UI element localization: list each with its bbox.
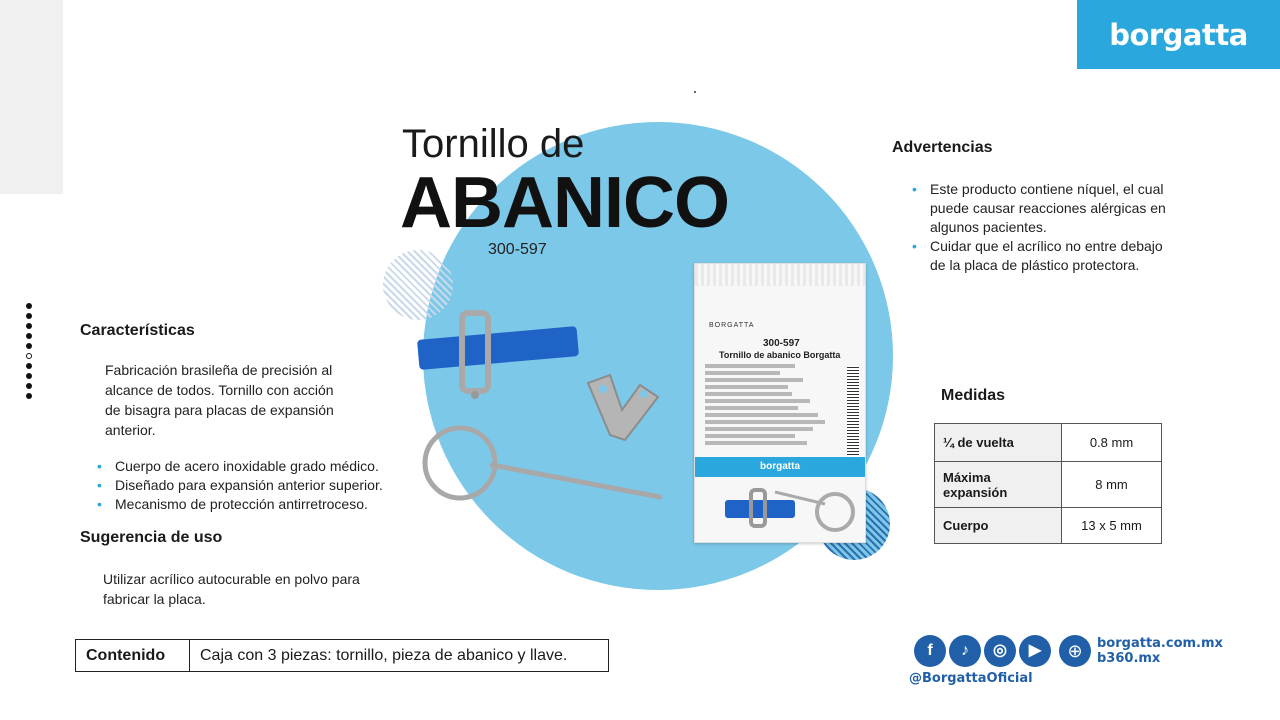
sugerencia-text: Utilizar acrílico autocurable en polvo para fabricar la placa. bbox=[103, 571, 360, 607]
nav-dot[interactable] bbox=[26, 323, 32, 329]
package-band: borgatta bbox=[695, 457, 865, 477]
product-code: 300-597 bbox=[488, 241, 547, 258]
medidas-heading: Medidas bbox=[941, 387, 1006, 404]
list-item: • Mecanismo de protección antirretroceso. bbox=[95, 495, 415, 514]
contenido-table bbox=[75, 639, 609, 672]
medida-label: Cuerpo bbox=[935, 508, 1062, 544]
table-row bbox=[935, 508, 1162, 544]
package-seal bbox=[695, 264, 865, 286]
list-item: • Cuidar que el acrílico no entre debajo de la placa de plástico protectora. bbox=[910, 237, 1180, 275]
facebook-icon[interactable]: f bbox=[914, 635, 946, 667]
nav-dot[interactable] bbox=[26, 383, 32, 389]
tiktok-icon[interactable]: ♪ bbox=[949, 635, 981, 667]
nav-dot[interactable] bbox=[26, 303, 32, 309]
nav-dot[interactable] bbox=[26, 363, 32, 369]
globe-icon[interactable]: ⊕ bbox=[1059, 635, 1091, 667]
slide-nav-dots[interactable] bbox=[26, 303, 36, 403]
list-item: • Este producto contiene níquel, el cual puede causar reacciones alérgicas en algunos pacientes. bbox=[910, 180, 1180, 237]
nav-dot-active[interactable] bbox=[26, 353, 32, 359]
website-link[interactable]: borgatta.com.mx bbox=[1097, 636, 1223, 651]
fan-hole bbox=[599, 385, 607, 393]
instagram-icon[interactable]: ◎ bbox=[984, 635, 1016, 667]
contenido-value: Caja con 3 piezas: tornillo, pieza de abanico y llave. bbox=[190, 640, 609, 672]
medida-label: ¼ de vuelta bbox=[935, 424, 1062, 462]
product-parts-image bbox=[410, 305, 700, 515]
table-row bbox=[935, 424, 1162, 462]
advertencias-list bbox=[910, 180, 1180, 275]
package-name: Tornillo de abanico Borgatta bbox=[719, 350, 841, 360]
package-fine-print bbox=[705, 364, 855, 448]
package-brand: BORGATTA bbox=[709, 322, 755, 329]
logo-text: borgatta bbox=[1109, 17, 1248, 52]
medidas-table bbox=[934, 423, 1162, 544]
contenido-label: Contenido bbox=[76, 640, 190, 672]
advertencias-heading: Advertencias bbox=[892, 139, 993, 156]
product-package bbox=[694, 263, 866, 543]
fan-hole bbox=[640, 390, 648, 398]
table-row bbox=[935, 462, 1162, 508]
fan-piece bbox=[588, 375, 658, 440]
decor-dot bbox=[694, 91, 696, 93]
nav-dot[interactable] bbox=[26, 343, 32, 349]
package-contents-image bbox=[715, 482, 855, 540]
caracteristicas-heading: Características bbox=[80, 322, 195, 339]
social-handle[interactable]: @BorgattaOficial bbox=[909, 671, 1033, 686]
title-line1: Tornillo de bbox=[402, 122, 585, 166]
nav-dot[interactable] bbox=[26, 373, 32, 379]
caracteristicas-list bbox=[95, 457, 415, 514]
web-links bbox=[1097, 636, 1223, 666]
nav-dot[interactable] bbox=[26, 313, 32, 319]
list-item: • Cuerpo de acero inoxidable grado médico. bbox=[95, 457, 415, 476]
screw-blue-body bbox=[417, 326, 579, 370]
package-code: 300-597 bbox=[763, 338, 800, 349]
youtube-icon[interactable]: ▶ bbox=[1019, 635, 1051, 667]
key-shaft bbox=[492, 465, 660, 497]
left-gray-strip bbox=[0, 0, 63, 194]
website-link[interactable]: b360.mx bbox=[1097, 651, 1161, 666]
brand-logo bbox=[1077, 0, 1280, 69]
title-line2: ABANICO bbox=[400, 163, 729, 243]
medida-label: Máxima expansión bbox=[935, 462, 1062, 508]
key-ring bbox=[425, 428, 495, 498]
package-barcode bbox=[847, 366, 859, 461]
medida-value: 8 mm bbox=[1062, 462, 1162, 508]
medida-value: 0.8 mm bbox=[1062, 424, 1162, 462]
sugerencia-heading: Sugerencia de uso bbox=[80, 529, 223, 546]
nav-dot[interactable] bbox=[26, 393, 32, 399]
social-icons bbox=[914, 635, 1051, 667]
nav-dot[interactable] bbox=[26, 333, 32, 339]
caracteristicas-description: Fabricación brasileña de precisión al alcance de todos. Tornillo con acción de bisagra para placas de expansión anterior. bbox=[105, 362, 334, 438]
list-item: • Diseñado para expansión anterior superior. bbox=[95, 476, 415, 495]
screw-bolt bbox=[471, 391, 479, 399]
medida-value: 13 x 5 mm bbox=[1062, 508, 1162, 544]
